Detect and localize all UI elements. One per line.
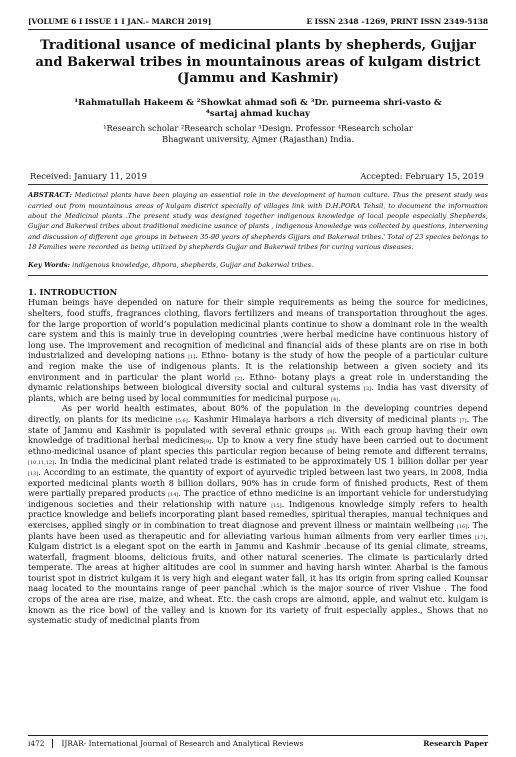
body-text-run: . Kashmir Himalaya harbors a rich diversity of medicinal plants [187,413,460,424]
page-number: i472 [28,739,53,748]
authors-line: ¹Rahmatullah Hakeem & ²Showkat ahmad sofi & ³Dr. purneema shri-vasto & [74,97,442,108]
body-text-run: . Ethno- botany is the study of how the people of a particular culture and region make the use of indigenous plants. It is the relationship between a given society and its environment and in particular the plant world [28,350,488,382]
accepted-date: Accepted: February 15, 2019 [360,171,484,182]
journal-header [28,17,488,30]
submission-dates [28,171,488,185]
citation-ref: [17] [475,534,486,541]
citation-ref: [15] [271,502,282,509]
abstract-label: ABSTRACT: [28,191,72,200]
body-text [28,297,488,625]
volume-issue: [VOLUME 6 I ISSUE 1 I JAN.– MARCH 2019] [28,17,212,26]
citation-ref: [3] [363,386,372,393]
body-text-run: As per world health estimates, about 80% of the population in the developing countries depend directly, on plants for its medicine [28,403,488,424]
body-text-run: . With each group having their own knowledge of traditional herbal medicines [28,424,488,446]
page-footer [28,735,488,748]
citation-ref: [9] [203,439,211,446]
citation-ref: [14] [168,492,179,499]
citation-ref: [7] [459,417,467,424]
body-text-run: . According to an estimate, the quantity of export of ayurvedic tripled between last two years, in 2008, India exported medicinal plants worth 8 billion dollars, 90% has in crude form of finished products, Rest of them were partially prepared products [28,466,488,499]
issn: E ISSN 2348 –1269, PRINT ISSN 2349-5138 [306,17,488,26]
section-heading: 1. INTRODUCTION [28,287,118,298]
affiliation-roles: ¹Research scholar ²Research scholar ³Design. Professor ⁴Research scholar [103,123,413,134]
citation-ref: [2] [235,375,243,382]
body-paragraph [28,403,488,625]
body-text-run: . Kulgam district is a elegant spot on the earth in Jammu and Kashmir .because of its genial climate, streams, waterfall, fragment blooms, delicious fruits, and other natural sceneries. The climate is particularly dried temperate. The areas at higher altitudes are cool in summer and having harsh winter. Aharbal is the famous tourist spot in district kulgam it is very high and elegant water fall, it has its origin from spring called Kounsar naag located to the mountains range of peer panchal .which is the major source of river Vishue . The food crops of the area are rise, maize, and wheat. Etc. the cash crops are almond, apple, and walnut etc. kulgam is known as the rice bowl of the valley and is known for its variety of fruit especially apples., Shows that no systematic study of medicinal plants from [28,530,488,626]
citation-ref: [5,6] [175,417,188,424]
received-date: Received: January 11, 2019 [30,171,147,182]
keywords-label: Key Words: [28,261,70,270]
authors [28,98,488,121]
body-text-run: Human beings have depended on nature for their simple requirements as being the source for medicines, shelters, food stuffs, fragrances clothing, flavors fertilizers and means of transportation throughout the ages. for the large proportion of world’s population medicinal plants continue to show a dominant role in the wealth care system and this is mainly true in developing countries ,were herbal medicine have continuous history of long use. The improvement and recognition of medicinal and financial aids of these plants are on rise in both industrialized and developing nations [28,297,488,361]
body-text-run: . The state of Jammu and Kashmir is populated with several ethnic groups [28,413,489,435]
abstract [28,190,488,252]
citation-ref: [16] [456,523,468,530]
abstract-text: Medicinal plants have been playing an essential role in the development of human culture. Thus the present study was carried out from mountainous areas of kulgam district specially of villages link with D.H.PORA Tehsil, to document the information about the Medicinal plants .The present study was designed together indigenous knowledge of local people especially Shepherds, Gujjar and Bakerwal tribes about traditional medicine usance of plants , indigenous knowledge was collected by questions, intervening and discussion of different age groups in between 35-90 years of shepherds Gijjars and Bakerwal tribes.' Total of 23 species belongs to 18 Families were recorded as being utilized by shepherds Gujjar and Bakerwal tribes for curing various diseases. [28,191,488,252]
citation-ref: [8] [327,428,335,435]
paper-title: Traditional usance of medicinal plants by shepherds, Gujjar and Bakerwal tribes in mountainous areas of kulgam district (Jammu and Kashmir) [35,38,481,87]
paper-type: Research Paper [423,739,488,748]
citation-ref: [1] [188,354,196,361]
citation-ref: [13] [28,470,39,477]
body-text-run: . The plants have been used as therapeutic and for alleviating various human ailments from very earlier times [28,519,489,541]
body-text-run: . In India the medicinal plant related trade is estimated to be approximately US 1 billion dollar per year [54,456,488,467]
body-text-run: . The practice of ethno medicine is an important vehicle for understudying indigenous societies and their relationship with nature [28,488,488,509]
body-text-run: . [338,392,341,403]
body-text-run: . Up to know a very fine study have been carried out to document ethno-medicinal usance of plant species this particular region because of being remote and different terrains, [28,435,488,456]
authors-line: ⁴sartaj ahmad kuchay [205,109,311,120]
keywords [28,261,488,276]
body-text-run: . India has vast diversity of plants, which are being used by local communities for medicinal purpose [28,382,489,403]
body-text-run: . Ethno- botany plays a great role in understanding the dynamic relationships between biological diversity social and cultural systems [28,371,488,393]
citation-ref: [4] [331,396,339,403]
keywords-text: indigenous knowledge, dhpora, shepherds, Gujjar and bakerwal tribes. [72,261,314,270]
body-paragraph [28,297,488,403]
journal-name: IJRAR- International Journal of Research and Analytical Reviews [61,739,304,748]
affiliation-institution: Bhagwant university, Ajmer (Rajasthan) India. [162,134,354,145]
body-text-run: . Indigenous knowledge simply refers to health practice knowledge and beliefs incorporating plant based remedies, spiritual therapies, manual techniques and exercises, applied singly or in combination to treat diagnose and prevent illness or maintain wellbeing [28,498,489,530]
citation-ref: [10,11,12] [28,460,55,467]
affiliations [28,123,488,145]
